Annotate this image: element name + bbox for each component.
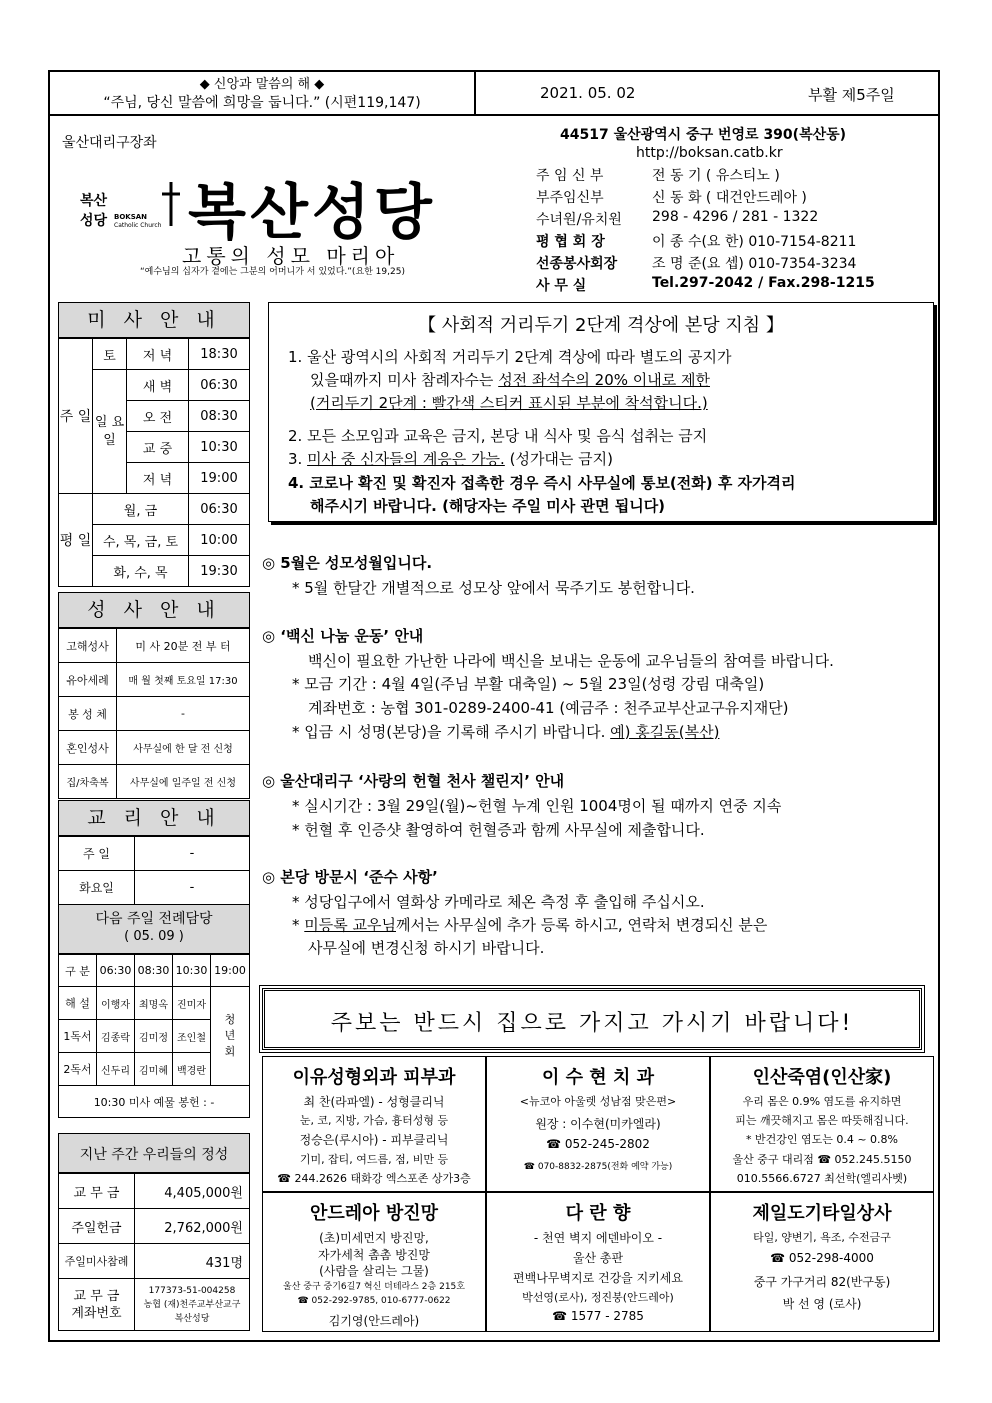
doctrine-day: 화요일: [59, 871, 135, 905]
sacrament-table: [58, 628, 250, 799]
sacrament-name: 집/차축복: [59, 765, 117, 799]
ad-title: 안드레아 방진망: [310, 1203, 438, 1224]
mass-slot: 화, 수, 목: [93, 556, 189, 587]
mass-time: 08:30: [189, 401, 250, 432]
sacrament-name: 봉 성 체: [59, 697, 117, 731]
ad-line: ☎ 052-245-2802: [546, 1137, 650, 1151]
account-label: 교 무 금 계좌번호: [59, 1279, 135, 1331]
announcement-line: 사무실에 변경신청 하시기 바랍니다.: [308, 939, 545, 957]
announcement-line: [292, 914, 767, 935]
mass-slot: 새 벽: [127, 370, 189, 401]
saturday-label: 토: [93, 339, 127, 370]
logo-small-1: 복산: [80, 193, 108, 209]
account-number: 177373-51-004258: [148, 1285, 236, 1296]
offering-name: 주일미사참례: [59, 1244, 135, 1279]
notice-item: 해주시기 바랍니다. (해당자는 주일 미사 관면 됩니다): [310, 497, 666, 515]
liturgy-cell: 조인철: [173, 1020, 211, 1053]
contact-role: 부주임신부: [536, 190, 604, 206]
motto-title: ◆ 신앙과 말씀의 해 ◆: [199, 77, 325, 92]
offering-title: 지난 주간 우리들의 정성: [79, 1147, 229, 1163]
mass-time: 19:00: [189, 463, 250, 494]
ad-line: (사람을 살리는 그물): [319, 1264, 429, 1279]
announcement-line: 백신이 필요한 가난한 나라에 백신을 보내는 운동에 교우님들의 참여를 바랍니다.: [308, 652, 834, 670]
ad-line: 기미, 잡티, 여드름, 점, 비만 등: [299, 1152, 449, 1166]
cross-icon: [160, 180, 182, 228]
ad-line: 편백나무벽지로 건강을 지키세요: [513, 1271, 683, 1285]
parish-url: http://boksan.catb.kr: [636, 145, 783, 161]
liturgy-role: 2독서: [59, 1053, 97, 1086]
contact-value: Tel.297-2042 / Fax.298-1215: [652, 275, 875, 291]
logo-small-2: 성당: [80, 213, 108, 229]
liturgy-role: 1독서: [59, 1020, 97, 1053]
notice-item: [288, 448, 613, 469]
liturgy-cell: 김미정: [135, 1020, 173, 1053]
ad-title: 이유성형외과 피부과: [292, 1067, 456, 1088]
doctrine-value: -: [135, 837, 250, 871]
notice-item: [310, 369, 710, 390]
mass-slot: 교 중: [127, 432, 189, 463]
account-bank: 농협 (재)천주교부산교구: [143, 1299, 241, 1310]
announcement-title: ◎ 본당 방문시 ‘준수 사항’: [262, 868, 438, 886]
ad-line: 010.5566.6727 최선학(엘리사벳): [736, 1171, 908, 1185]
mass-slot: 저 녁: [127, 463, 189, 494]
youth-group: 청 년 회: [211, 987, 250, 1086]
notice-item: 2. 모든 소모임과 교육은 금지, 본당 내 식사 및 음식 섭취는 금지: [288, 427, 708, 445]
ad-line: 울산 중구 대리점 ☎ 052.245.5150: [732, 1152, 912, 1166]
ad-title: 제일도기타일상사: [752, 1203, 892, 1224]
mass-time: 10:30: [189, 432, 250, 463]
mass-time: 10:00: [189, 525, 250, 556]
ad-line: <뉴코아 아울렛 성남점 맞은편>: [519, 1095, 677, 1108]
contact-value: 298 - 4296 / 281 - 1322: [652, 209, 819, 225]
offering-value: 2,762,000원: [135, 1209, 250, 1244]
sacrament-value: 사무실에 한 달 전 신청: [117, 731, 250, 765]
announcement-title: ◎ 5월은 성모성월입니다.: [262, 554, 433, 572]
ad-line: * 반건강인 염도는 0.4 ~ 0.8%: [745, 1133, 899, 1147]
offering-table: [58, 1173, 250, 1331]
announcement-title: ◎ 울산대리구 ‘사랑의 헌혈 천사 챌린지’ 안내: [262, 772, 565, 790]
mass-slot: 수, 목, 금, 토: [93, 525, 189, 556]
mass-time: 06:30: [189, 494, 250, 525]
notice-item: (거리두기 2단계 : 빨간색 스티커 표시된 부분에 착석합니다.): [310, 394, 708, 412]
ad-line: 울산 총판: [572, 1251, 624, 1265]
contact-value: 전 동 기 ( 유스티노 ): [652, 168, 780, 184]
ad-line: 박선영(로사), 정진붕(안드레아): [522, 1291, 674, 1304]
liturgy-col-header: 구 분: [59, 955, 97, 987]
contact-role: 평 협 회 장: [536, 234, 605, 250]
sunday-label: 주 일: [59, 339, 93, 494]
offering-name: 교 무 금: [59, 1174, 135, 1209]
ad-line: 타일, 양변기, 욕조, 수전금구: [753, 1231, 891, 1244]
contact-value: 신 동 화 ( 대건안드레아 ): [652, 190, 807, 206]
liturgy-date: ( 05. 09 ): [124, 929, 184, 944]
announcement-underlined: 예) 홍길동(복산): [610, 723, 720, 741]
announcement-line: * 실시기간 : 3월 29일(월)~헌혈 누계 인원 1004명이 될 때까지 연중 지속: [292, 797, 782, 815]
doctrine-day: 주 일: [59, 837, 135, 871]
ad-line: ☎ 052-292-9785, 010-6777-0622: [297, 1295, 451, 1306]
account-owner: 복산성당: [174, 1313, 210, 1324]
ad-box: [262, 1192, 486, 1332]
sacrament-name: 혼인성사: [59, 731, 117, 765]
liturgical-week: 부활 제5주일: [808, 86, 895, 104]
ad-line: 중구 가구거리 82(반구동): [753, 1275, 891, 1289]
logo-en-1: BOKSAN: [114, 213, 148, 221]
announcement-text: *: [292, 916, 305, 934]
notice-item: 4. 코로나 확진 및 확진자 접촉한 경우 즉시 사무실에 통보(전화) 후 자가격리: [288, 474, 796, 492]
announcement-underlined: 미등록 교우님: [304, 916, 396, 934]
notice-text: (성가대는 금지): [504, 450, 614, 468]
sacrament-name: 유아세례: [59, 663, 117, 697]
offering-name: 주일헌금: [59, 1209, 135, 1244]
ad-title: 다 란 향: [565, 1203, 631, 1224]
mass-table: [58, 338, 250, 587]
ad-box: [710, 1056, 934, 1192]
liturgy-note: 10:30 미사 예물 봉헌 : -: [59, 1086, 250, 1118]
mass-time: 19:30: [189, 556, 250, 587]
patron-name: 고통의 성모 마리아: [182, 244, 400, 268]
ad-line: ☎ 070-8832-2875(전화 예약 가능): [523, 1162, 673, 1172]
contact-role: 선종봉사회장: [536, 256, 618, 272]
contact-value: 조 명 준(요 셉) 010-7354-3234: [652, 256, 857, 272]
ad-line: ☎ 244.2626 태화강 엑스포존 상가3층: [277, 1171, 471, 1185]
ad-line: 피는 깨끗해지고 몸은 따뜻해집니다.: [735, 1114, 909, 1128]
offering-value: 431명: [135, 1244, 250, 1279]
announcement-line: * 헌혈 후 인증샷 촬영하여 헌혈증과 함께 사무실에 제출합니다.: [292, 821, 705, 839]
contact-role: 사 무 실: [536, 278, 587, 294]
contact-value: 이 종 수(요 한) 010-7154-8211: [652, 234, 857, 250]
liturgy-cell: 백경란: [173, 1053, 211, 1086]
announcement-line: [292, 721, 719, 742]
sacrament-value: 사무실에 일주일 전 신청: [117, 765, 250, 799]
patron-quote: “예수님의 십자가 곁에는 그분의 어머니가 서 있었다.”(요한 19,25): [140, 267, 405, 277]
ad-box: [486, 1192, 710, 1332]
liturgy-cell: 김미혜: [135, 1053, 173, 1086]
ad-line: 최 찬(라파엘) - 성형클리닉: [303, 1095, 445, 1109]
mass-slot: 저 녁: [127, 339, 189, 370]
sacrament-value: 매 월 첫째 토요일 17:30: [117, 663, 250, 697]
liturgy-col-header: 08:30: [135, 955, 173, 987]
doctrine-value: -: [135, 871, 250, 905]
mass-header: 미 사 안 내: [58, 302, 250, 338]
notice-text: 3.: [288, 450, 308, 468]
sacrament-value: -: [117, 697, 250, 731]
announcement-line: * 모금 기간 : 4월 4일(주님 부활 대축일) ~ 5월 23일(성령 강림 대축일): [292, 675, 765, 693]
liturgy-cell: 김종락: [97, 1020, 135, 1053]
contact-role: 주 임 신 부: [536, 168, 604, 184]
notice-underlined: 성전 좌석수의 20% 이내로 제한: [498, 371, 710, 389]
bulletin-date: 2021. 05. 02: [540, 84, 636, 102]
sacrament-name: 고해성사: [59, 629, 117, 663]
sacrament-value: 미 사 20분 전 부 터: [117, 629, 250, 663]
ad-box: [262, 1056, 486, 1192]
ad-line: 원장 : 이수현(미카엘라): [535, 1117, 661, 1131]
mass-time: 18:30: [189, 339, 250, 370]
sacrament-header: 성 사 안 내: [58, 592, 250, 628]
ad-line: 울산 중구 중기6길7 혁신 더테라스 2층 215호: [283, 1282, 465, 1292]
announcement-text: 께서는 사무실에 추가 등록 하시고, 연락처 변경되신 분은: [396, 916, 768, 934]
liturgy-title: 다음 주일 전례담당: [95, 911, 213, 927]
weekday-label: 평 일: [59, 494, 93, 587]
liturgy-cell: 진미자: [173, 987, 211, 1020]
logo-en-2: Catholic Church: [114, 222, 162, 229]
ad-line: 우리 몸은 0.9% 염도를 유지하면: [742, 1095, 902, 1108]
notice-title: 【 사회적 거리두기 2단계 격상에 본당 지침 】: [418, 315, 784, 336]
mass-slot: 월, 금: [93, 494, 189, 525]
mass-time: 06:30: [189, 370, 250, 401]
ad-line: 박 선 영 (로사): [782, 1297, 862, 1311]
ad-box: [710, 1192, 934, 1332]
ad-line: ☎ 052-298-4000: [770, 1251, 874, 1265]
ad-line: - 천연 벽지 에덴바이오 -: [533, 1231, 663, 1245]
doctrine-header: 교 리 안 내: [58, 800, 250, 836]
liturgy-cell: 최명옥: [135, 987, 173, 1020]
ad-line: 정승은(루시아) - 피부클리닉: [299, 1133, 449, 1148]
announcement-line: 계좌번호 : 농협 301-0289-2400-41 (예금주 : 천주교부산교구유지재단): [308, 699, 789, 717]
announcement-text: * 입금 시 성명(본당)을 기록해 주시기 바랍니다.: [292, 723, 611, 741]
ad-title: 이 수 현 치 과: [541, 1067, 654, 1088]
mass-slot: 오 전: [127, 401, 189, 432]
region-label: 울산대리구장좌: [62, 135, 157, 151]
contact-role: 수녀원/유치원: [536, 212, 622, 228]
ad-line: (초)미세먼지 방진망,: [319, 1231, 429, 1245]
liturgy-table: [58, 954, 250, 1118]
ad-line: 김기영(안드레아): [328, 1314, 420, 1329]
parish-name: 복산성당: [188, 178, 436, 248]
ad-line: 자가세척 촘촘 방진망: [318, 1247, 430, 1262]
liturgy-col-header: 10:30: [173, 955, 211, 987]
banner-text: 주보는 반드시 집으로 가지고 가시기 바랍니다!: [330, 1011, 854, 1036]
announcement-line: * 5월 한달간 개별적으로 성모상 앞에서 묵주기도 봉헌합니다.: [292, 579, 695, 597]
ad-line: 눈, 코, 지방, 가슴, 흉터성형 등: [299, 1114, 449, 1128]
announcement-title: ◎ ‘백신 나눔 운동’ 안내: [262, 627, 424, 645]
motto-quote: “주님, 당신 말씀에 희망을 둡니다.” (시편119,147): [103, 95, 421, 111]
liturgy-role: 해 설: [59, 987, 97, 1020]
liturgy-col-header: 19:00: [211, 955, 250, 987]
sunday-day-label: 일 요 일: [93, 370, 127, 494]
doctrine-table: [58, 836, 250, 905]
notice-text: 있을때까지 미사 참례자수는: [310, 371, 499, 389]
liturgy-cell: 이행자: [97, 987, 135, 1020]
ad-title: 인산죽염(인산家): [752, 1067, 892, 1088]
ad-line: ☎ 1577 - 2785: [552, 1309, 644, 1323]
liturgy-cell: 신두리: [97, 1053, 135, 1086]
notice-underlined: 미사 중 신자들의 계응은 가능.: [307, 450, 505, 468]
announcement-line: * 성당입구에서 열화상 카메라로 체온 측정 후 출입해 주십시오.: [292, 893, 705, 911]
ad-box: [486, 1056, 710, 1192]
notice-item: 1. 울산 광역시의 사회적 거리두기 2단계 격상에 따라 별도의 공지가: [288, 348, 732, 366]
parish-address: 44517 울산광역시 중구 번영로 390(복산동): [560, 127, 847, 143]
offering-value: 4,405,000원: [135, 1174, 250, 1209]
liturgy-col-header: 06:30: [97, 955, 135, 987]
